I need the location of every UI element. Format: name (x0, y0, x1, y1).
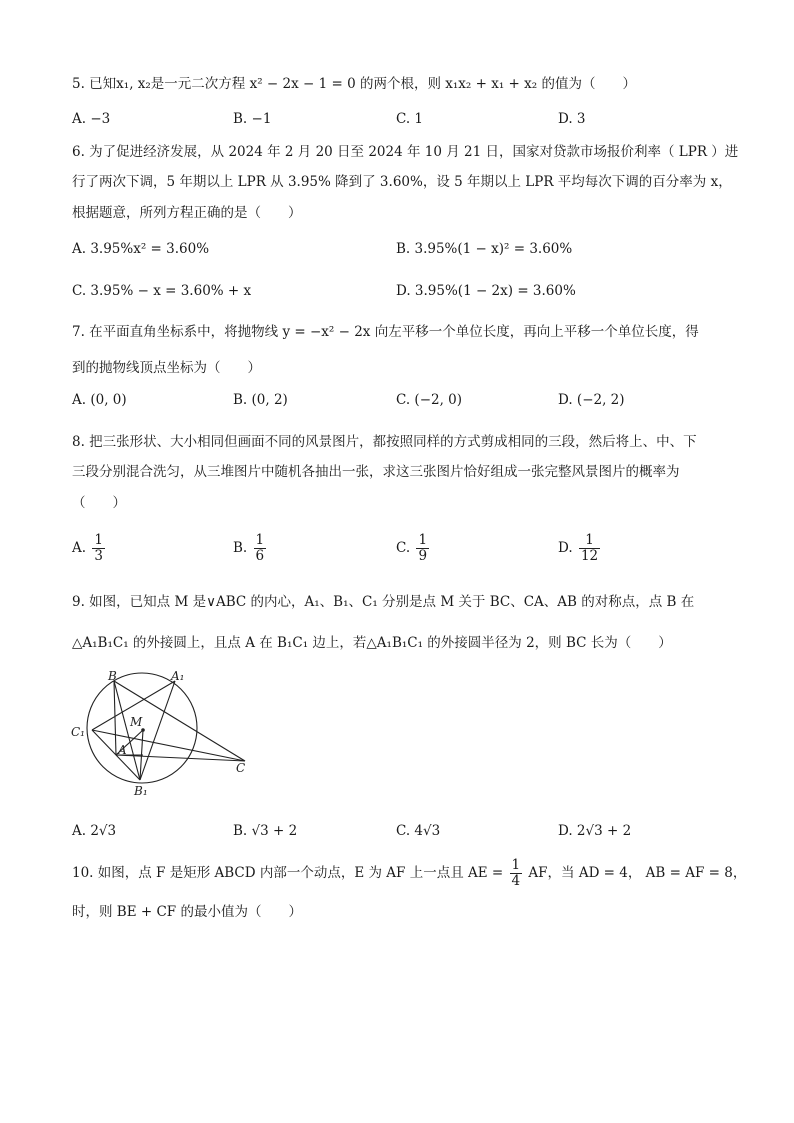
fraction-denominator: 6 (255, 548, 265, 564)
q8-option-b-label: B. (233, 540, 248, 556)
q9-stem-line2: △A₁B₁C₁ 的外接圆上，且点 A 在 B₁C₁ 边上，若△A₁B₁C₁ 的外接圆半径为 2，则 BC 长为（ ） (72, 635, 672, 651)
fraction-denominator: 4 (511, 873, 521, 889)
q7-option-a: A. (0, 0) (72, 392, 127, 408)
q9-geometry-figure (70, 668, 255, 808)
q8-stem-line1: 8. 把三张形状、大小相同但画面不同的风景图片，都按照同样的方式剪成相同的三段，然后将上、中、下 (72, 434, 697, 450)
q8-option-d-fraction (579, 533, 600, 564)
q9-option-d: D. 2√3 + 2 (558, 823, 632, 839)
segment-a1b1 (140, 681, 175, 780)
q6-stem-line3: 根据题意，所列方程正确的是（ ） (72, 205, 302, 221)
q6-option-d: D. 3.95%(1 − 2x) = 3.60% (396, 283, 576, 299)
label-c: C (236, 761, 246, 775)
q9-stem-line1: 9. 如图，已知点 M 是∨ABC 的内心，A₁、B₁、C₁ 分别是点 M 关于 BC、CA、AB 的对称点，点 B 在 (72, 594, 695, 610)
q5-option-d: D. 3 (558, 111, 586, 127)
q8-option-a-fraction (92, 533, 105, 564)
q8-option-d (558, 533, 602, 564)
label-c1: C₁ (71, 725, 85, 739)
segment-bb1 (114, 681, 140, 780)
fraction-numerator: 1 (255, 532, 265, 548)
q6-option-c: C. 3.95% − x = 3.60% + x (72, 283, 252, 299)
q6-stem-line2: 行了两次下调，5 年期以上 LPR 从 3.95% 降到了 3.60%，设 5 年期以上 LPR 平均每次下调的百分率为 x， (72, 174, 732, 190)
q7-option-d: D. (−2, 2) (558, 392, 625, 408)
q7-stem-line1: 7. 在平面直角坐标系中，将抛物线 y = −x² − 2x 向左平移一个单位长度，再向上平移一个单位长度，得 (72, 324, 699, 340)
q9-option-b: B. √3 + 2 (233, 823, 298, 839)
q10-stem-line1 (72, 857, 747, 889)
fraction-numerator: 1 (418, 532, 428, 548)
q8-option-a-label: A. (72, 540, 87, 556)
q9-option-a: A. 2√3 (72, 823, 117, 839)
label-b: B (108, 669, 117, 683)
q7-option-c: C. (−2, 0) (396, 392, 463, 408)
q5-stem: 5. 已知x₁, x₂是一元二次方程 x² − 2x − 1 = 0 的两个根，则 x₁x₂ + x₁ + x₂ 的值为（ ） (72, 76, 636, 92)
q8-option-c (396, 533, 431, 564)
label-a1: A₁ (171, 669, 185, 683)
segment-ba (114, 681, 116, 755)
fraction-denominator: 9 (418, 548, 428, 564)
label-a: A (118, 743, 127, 757)
segment-ac (116, 755, 245, 761)
label-b1: B₁ (134, 784, 148, 798)
q8-stem-line3: （ ） (72, 495, 126, 511)
q8-option-c-label: C. (396, 540, 411, 556)
fraction-numerator: 1 (511, 857, 521, 873)
q8-option-b-fraction (254, 533, 267, 564)
q10-stem-part1: 10. 如图，点 F 是矩形 ABCD 内部一个动点，E 为 AF 上一点且 AE = (72, 865, 504, 881)
q10-fraction (510, 858, 523, 889)
q5-option-b: B. −1 (233, 111, 272, 127)
q7-option-b: B. (0, 2) (233, 392, 288, 408)
q6-option-a: A. 3.95%x² = 3.60% (72, 241, 210, 257)
label-m: M (130, 715, 143, 729)
fraction-numerator: 1 (579, 533, 600, 549)
q8-option-a (72, 533, 107, 564)
q9-option-c: C. 4√3 (396, 823, 441, 839)
q6-stem-line1: 6. 为了促进经济发展，从 2024 年 2 月 20 日至 2024 年 10 月 21 日，国家对贷款市场报价利率（ LPR ）进 (72, 144, 739, 160)
q10-stem-line2: 时，则 BE + CF 的最小值为（ ） (72, 904, 302, 920)
q8-option-c-fraction (416, 533, 429, 564)
fraction-numerator: 1 (94, 532, 103, 548)
q10-stem-part2: AF，当 AD = 4， AB = AF = 8， (528, 865, 747, 881)
q8-option-d-label: D. (558, 540, 573, 556)
q5-option-c: C. 1 (396, 111, 424, 127)
q7-stem-line2: 到的抛物线顶点坐标为（ ） (72, 360, 261, 376)
q6-option-b: B. 3.95%(1 − x)² = 3.60% (396, 241, 573, 257)
fraction-denominator: 3 (94, 548, 103, 564)
q8-option-b (233, 533, 268, 564)
fraction-denominator: 12 (580, 548, 599, 564)
q5-option-a: A. −3 (72, 111, 111, 127)
q8-stem-line2: 三段分别混合洗匀，从三堆图片中随机各抽出一张，求这三张图片恰好组成一张完整风景图片的概率为 (72, 464, 680, 480)
